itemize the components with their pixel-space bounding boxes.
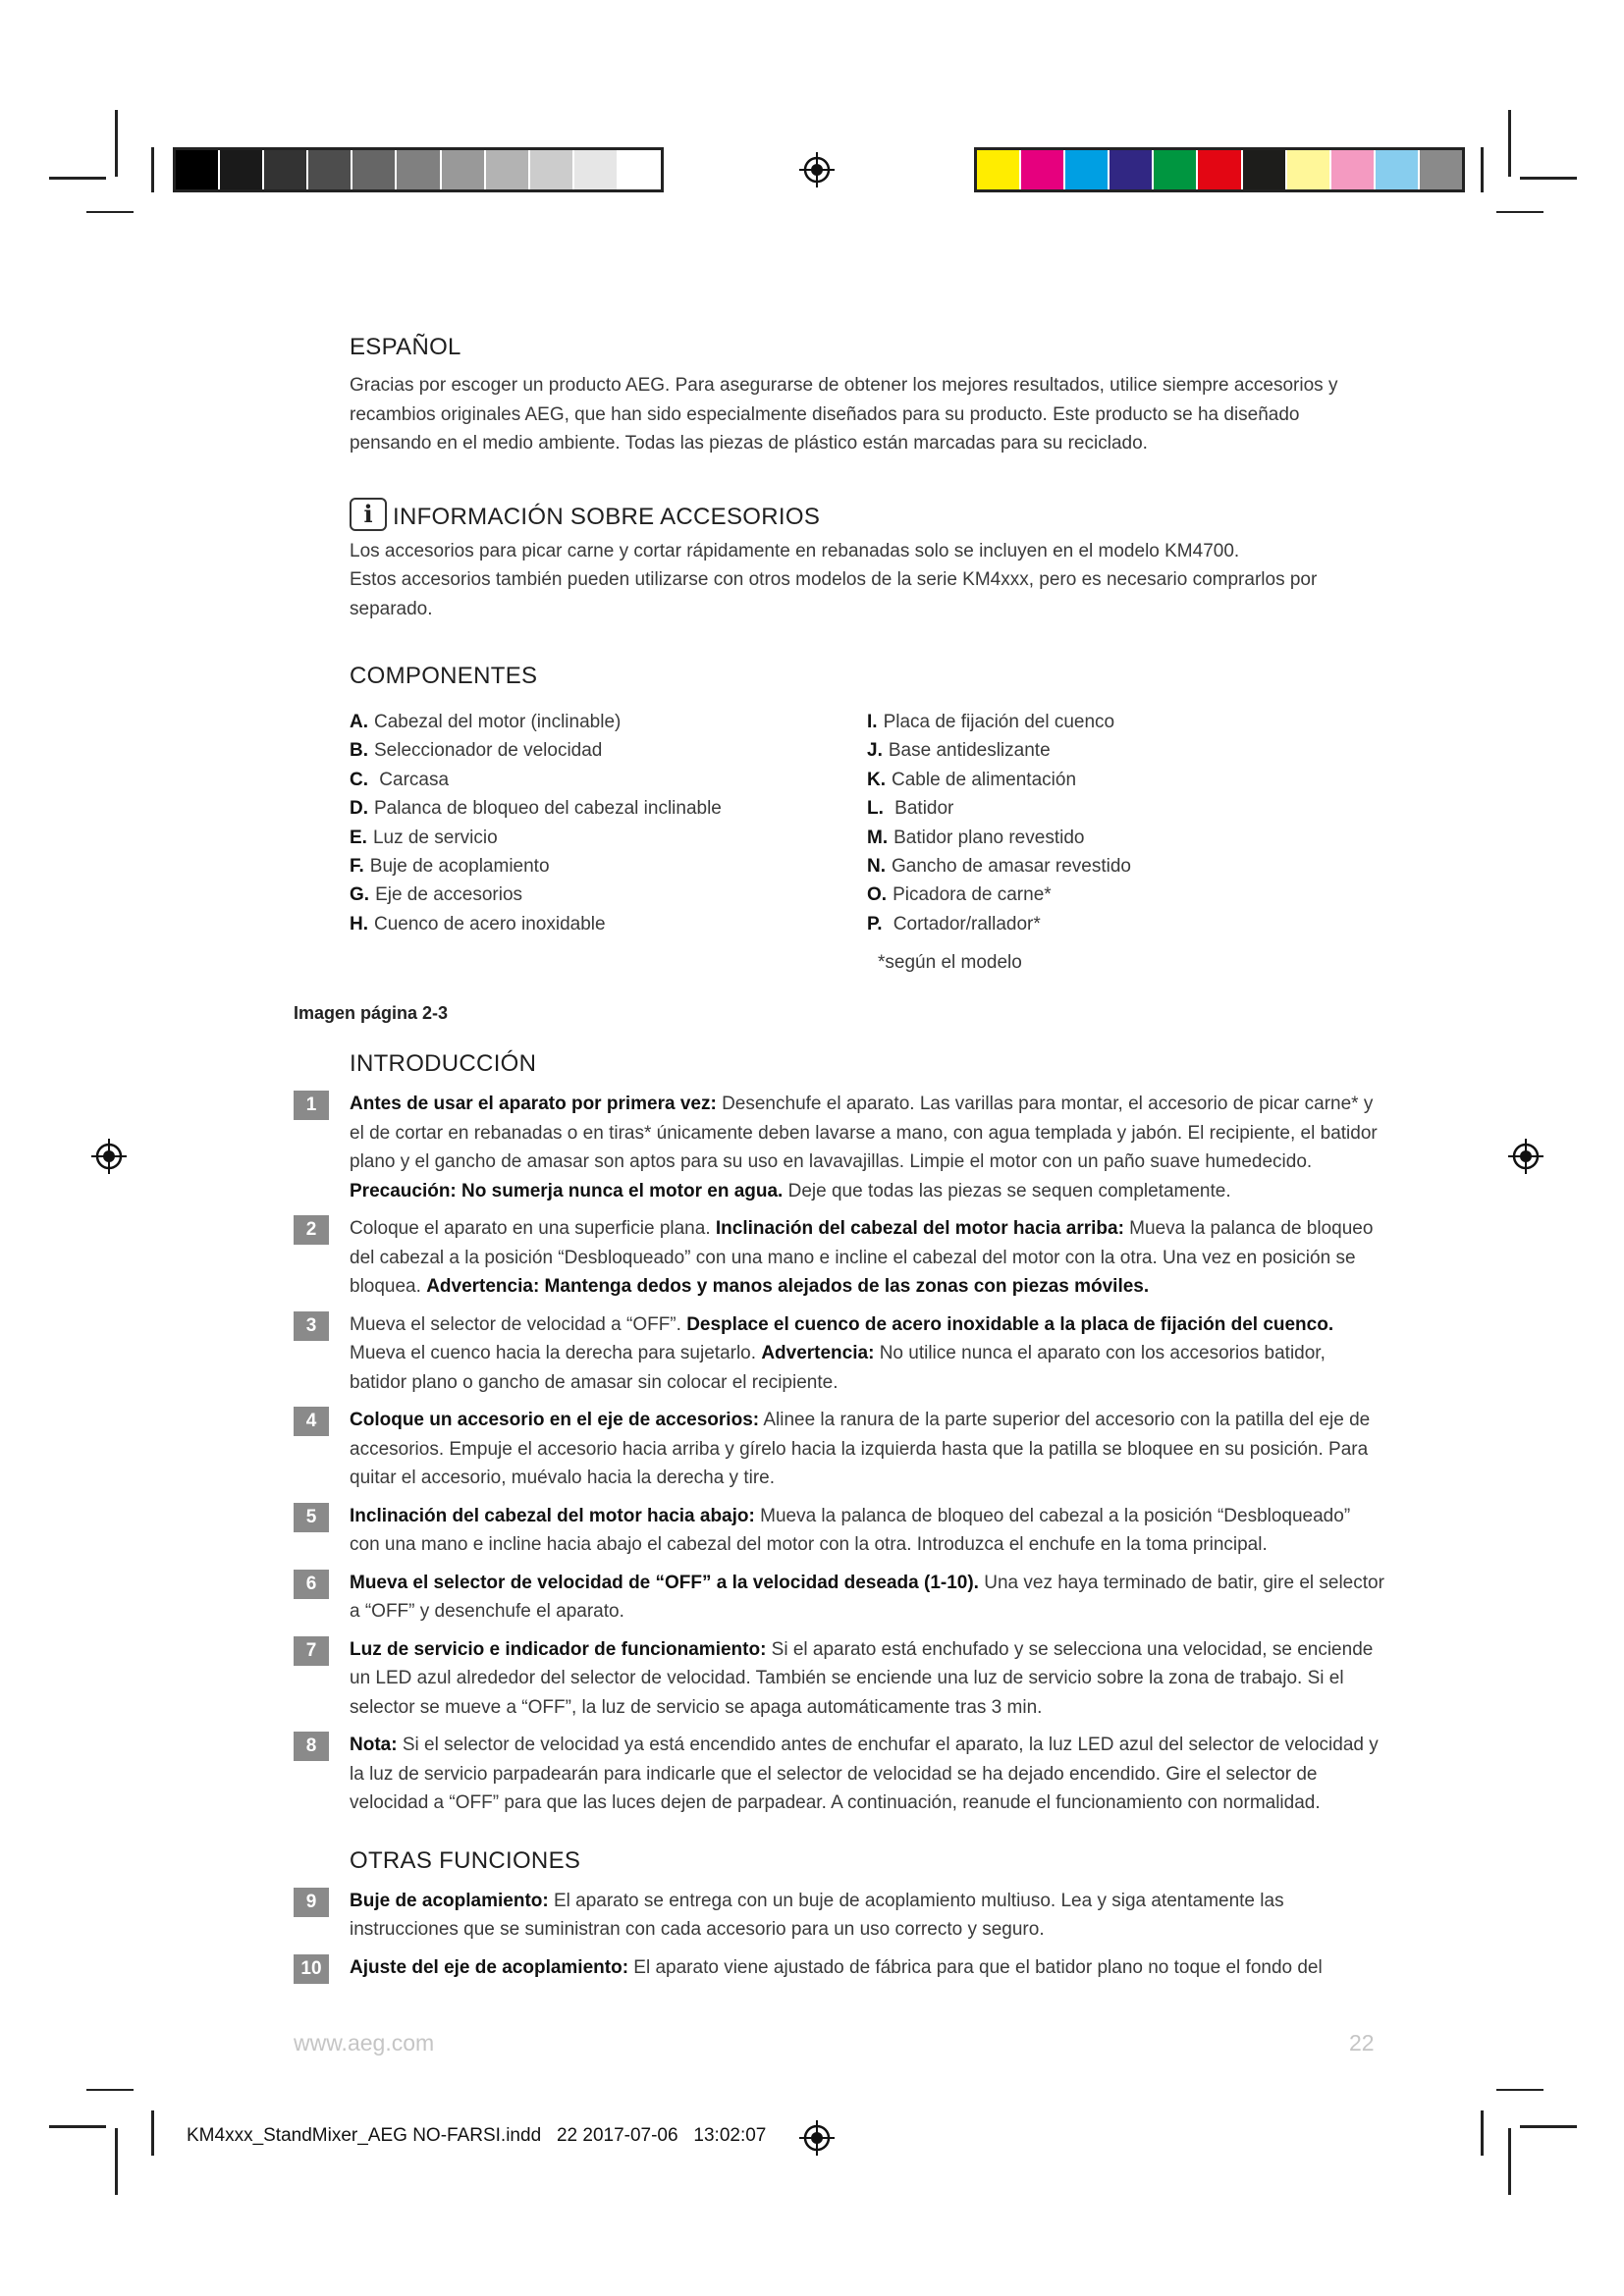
component-label: Carcasa [374,769,450,790]
component-item [350,708,867,736]
color-swatch [1063,150,1108,189]
instruction-step [305,1502,1384,1560]
component-label: Eje de accesorios [375,884,523,906]
step-text [350,1569,1384,1627]
step-number-badge: 8 [294,1732,329,1761]
instruction-step [305,1569,1384,1627]
component-letter: P. [867,913,883,934]
component-item [867,766,1384,794]
step-emphasis: Inclinación del cabezal del motor hacia arriba: [715,1218,1124,1239]
component-item [867,824,1384,852]
step-body: Coloque el aparato en una superficie plana. [350,1218,716,1239]
color-swatch [1152,150,1196,189]
component-letter: M. [867,827,889,848]
crop-mark [49,2125,106,2128]
step-text [350,1731,1384,1818]
info-paragraph [350,537,1384,624]
footer-url: www.aeg.com [294,2030,435,2056]
component-letter: E. [350,827,367,848]
crop-mark [151,2110,154,2156]
component-item [867,910,1384,938]
step-number-badge: 7 [294,1636,329,1666]
component-letter: A. [350,712,368,732]
step-emphasis: Ajuste del eje de acoplamiento: [350,1956,629,1978]
step-body: El aparato se entrega con un buje de acoplamiento multiuso. Lea y siga atentamente las instrucciones que se suministran con cada accesorio para un uso correcto y seguro. [350,1890,1284,1940]
color-swatch [351,150,395,189]
component-item [867,736,1384,765]
component-letter: O. [867,884,888,906]
component-label: Buje de acoplamiento [369,856,550,878]
page-number: 22 [1349,2030,1375,2056]
introduccion-steps [305,1090,1384,1818]
component-item [350,824,867,852]
instruction-step [305,1731,1384,1818]
registration-mark-icon [1506,1137,1545,1176]
component-label: Picadora de carne* [893,884,1052,906]
crop-mark [151,147,154,192]
step-body: Deje que todas las piezas se sequen completamente. [783,1180,1231,1201]
components-list [350,708,1384,938]
registration-mark-icon [797,150,837,189]
crop-mark [1481,147,1484,192]
step-emphasis: Desplace el cuenco de acero inoxidable a la placa de fijación del cuenco. [686,1313,1334,1335]
crop-mark [1496,211,1543,213]
step-body: Mueva el cuenco hacia la derecha para sujetarlo. [350,1343,762,1363]
section-title-componentes: COMPONENTES [350,663,538,689]
instruction-step [305,1887,1384,1945]
step-number-badge: 1 [294,1091,329,1120]
component-letter: K. [867,769,886,790]
step-text [350,1887,1384,1945]
crop-mark [1508,110,1511,177]
section-title-otras-funciones: OTRAS FUNCIONES [350,1846,581,1874]
component-label: Placa de fijación del cuenco [883,712,1115,732]
color-swatch [1108,150,1152,189]
component-item [867,794,1384,823]
component-letter: J. [867,740,883,762]
step-emphasis: Luz de servicio e indicador de funcionamiento: [350,1638,767,1660]
crop-mark [86,211,134,213]
component-letter: L. [867,798,884,820]
step-emphasis: Antes de usar el aparato por primera vez: [350,1094,717,1114]
color-swatch [440,150,484,189]
color-swatch [306,150,351,189]
instruction-step [305,1310,1384,1398]
color-swatch [1285,150,1329,189]
color-swatch [395,150,439,189]
color-swatch [218,150,262,189]
component-letter: I. [867,712,878,732]
step-emphasis: Advertencia: Mantenga dedos y manos alejados de las zonas con piezas móviles. [426,1276,1150,1297]
component-label: Cable de alimentación [892,769,1077,790]
component-item [867,881,1384,909]
component-letter: G. [350,884,370,906]
info-line-1: Los accesorios para picar carne y cortar rápidamente en rebanadas solo se incluyen en el modelo KM4700. [350,540,1240,561]
step-emphasis: Inclinación del cabezal del motor hacia abajo: [350,1505,755,1526]
component-item [350,852,867,881]
step-emphasis: Coloque un accesorio en el eje de accesorios: [350,1410,760,1430]
component-label: Cuenco de acero inoxidable [374,913,606,934]
crop-mark [86,2089,134,2091]
component-letter: B. [350,740,368,762]
instruction-step [305,1214,1384,1302]
info-heading [350,498,1384,531]
step-body: Mueva el selector de velocidad a “OFF”. [350,1313,687,1335]
color-swatch [617,150,661,189]
component-item [350,910,867,938]
color-swatch [484,150,528,189]
component-label: Gancho de amasar revestido [892,856,1131,878]
step-body: Desenchufe el aparato. Las varillas para montar, el accesorio de picar carne* y el de cortar en rebanadas o en tiras* únicamente deben lavarse a mano, con agua templada y jabón. El recipiente, el batidor plano y el gancho de amasar son aptos para su uso en lavavajillas. Limpie el motor con un paño suave humedecido. [350,1094,1378,1172]
image-reference: Imagen página 2-3 [294,1003,449,1023]
instruction-step [305,1090,1384,1205]
step-body: Mueva la palanca de bloqueo del cabezal a la posición “Desbloqueado” con una mano e incline el cabezal del motor con la otra. Una vez en posición se bloquea. [350,1218,1374,1297]
document-body [350,324,1384,974]
step-text [350,1214,1384,1302]
component-letter: F. [350,856,364,878]
color-swatch [528,150,572,189]
component-label: Cortador/rallador* [888,913,1041,934]
component-label: Batidor [889,798,954,820]
step-body: Si el selector de velocidad ya está encendido antes de enchufar el aparato, la luz LED azul del selector de velocidad y la luz de servicio parpadearán para indicarle que el selector de velocidad se ha dejado encendido. Gire el selector de velocidad a “OFF” para que las luces dejen de parpadear. A continuación, reanude el funcionamiento con normalidad. [350,1735,1379,1813]
color-swatch [1241,150,1285,189]
crop-mark [1520,2125,1577,2128]
crop-mark [1508,2128,1511,2195]
step-number-badge: 10 [294,1954,329,1984]
step-text [350,1310,1384,1398]
step-number-badge: 9 [294,1888,329,1917]
crop-mark [1520,177,1577,180]
step-number-badge: 5 [294,1503,329,1532]
step-body: El aparato viene ajustado de fábrica para que el batidor plano no toque el fondo del [628,1956,1323,1978]
section-title-introduccion: INTRODUCCIÓN [350,1050,537,1077]
component-letter: D. [350,798,368,820]
component-letter: N. [867,856,886,878]
crop-mark [49,177,106,180]
step-emphasis: Mueva el selector de velocidad de “OFF” a la velocidad deseada (1-10). [350,1572,979,1593]
process-color-bar [974,147,1465,192]
crop-mark [1481,2110,1484,2156]
color-swatch [1329,150,1374,189]
component-label: Cabezal del motor (inclinable) [374,712,622,732]
info-icon-label: i [363,499,373,528]
color-swatch [1418,150,1462,189]
step-emphasis: Buje de acoplamiento: [350,1890,549,1911]
section-title-info: INFORMACIÓN SOBRE ACCESORIOS [393,503,821,530]
component-letter: H. [350,913,368,934]
component-label: Batidor plano revestido [893,827,1085,848]
component-label: Luz de servicio [372,827,498,848]
step-body: Alinee la ranura de la parte superior del accesorio con la patilla del eje de accesorios. Empuje el accesorio hacia arriba y gírelo hacia la izquierda hasta que la patilla se bloquee en su posición. Para quitar el accesorio, muévalo hacia la derecha y tire. [350,1410,1371,1488]
step-body: No utilice nunca el aparato con los accesorios batidor, batidor plano o gancho de amasar sin colocar el recipiente. [350,1343,1326,1393]
step-text [350,1090,1384,1205]
step-body: Si el aparato está enchufado y se selecciona una velocidad, se enciende un LED azul alrededor del selector de velocidad. También se enciende una luz de servicio sobre la zona de trabajo. Si el selector se mueve a “OFF”, la luz de servicio se apaga automáticamente tras 3 min. [350,1638,1374,1718]
instructions [300,1050,1384,1991]
step-body: Una vez haya terminado de batir, gire el selector a “OFF” y desenchufe el aparato. [350,1572,1384,1622]
component-label: Seleccionador de velocidad [374,740,603,762]
section-title-espanol: ESPAÑOL [350,334,461,360]
step-text [350,1406,1384,1493]
info-icon [350,498,387,531]
component-item [350,794,867,823]
color-swatch [262,150,306,189]
step-text [350,1953,1384,1983]
step-number-badge: 6 [294,1570,329,1599]
color-swatch [1019,150,1063,189]
step-emphasis: Precaución: No sumerja nunca el motor en agua. [350,1180,784,1201]
otras-funciones-steps [300,1887,1384,1983]
color-swatch [176,150,218,189]
step-body: Mueva la palanca de bloqueo del cabezal a la posición “Desbloqueado” con una mano e incline hacia abajo el cabezal del motor con la otra. Introduzca el enchufe en la toma principal. [350,1505,1351,1555]
step-text [350,1502,1384,1560]
component-item [350,881,867,909]
step-number-badge: 4 [294,1407,329,1436]
instruction-step [300,1953,1384,1983]
intro-paragraph: Gracias por escoger un producto AEG. Para asegurarse de obtener los mejores resultados, utilice siempre accesorios y recambios originales AEG, que han sido especialmente diseñados para su producto. Este producto se ha diseñado pensando en el medio ambiente. Todas las piezas de plástico están marcadas para su reciclado. [350,375,1338,454]
component-label: Palanca de bloqueo del cabezal inclinable [374,798,722,820]
grayscale-color-bar [173,147,664,192]
registration-mark-icon [797,2118,837,2158]
crop-mark [1496,2089,1543,2091]
step-emphasis: Nota: [350,1735,398,1755]
component-item [350,736,867,765]
step-text [350,1635,1384,1723]
component-letter: C. [350,769,368,790]
instruction-step [305,1406,1384,1493]
component-label: Base antideslizante [888,740,1051,762]
crop-mark [115,110,118,177]
components-footnote: *según el modelo [878,952,1022,974]
print-slug: KM4xxx_StandMixer_AEG NO-FARSI.indd 22 2017-07-06 13:02:07 [187,2125,767,2146]
components-column-right [867,708,1384,938]
instruction-step [305,1635,1384,1723]
component-item [350,766,867,794]
step-number-badge: 2 [294,1215,329,1245]
color-swatch [1374,150,1418,189]
step-emphasis: Advertencia: [761,1343,875,1363]
color-swatch [572,150,617,189]
component-item [867,708,1384,736]
registration-mark-icon [89,1137,129,1176]
info-line-2: Estos accesorios también pueden utilizarse con otros modelos de la serie KM4xxx, pero es necesario comprarlos por separado. [350,569,1318,619]
color-swatch [977,150,1019,189]
components-column-left [350,708,867,938]
component-item [867,852,1384,881]
step-number-badge: 3 [294,1311,329,1341]
color-swatch [1196,150,1240,189]
crop-mark [115,2128,118,2195]
